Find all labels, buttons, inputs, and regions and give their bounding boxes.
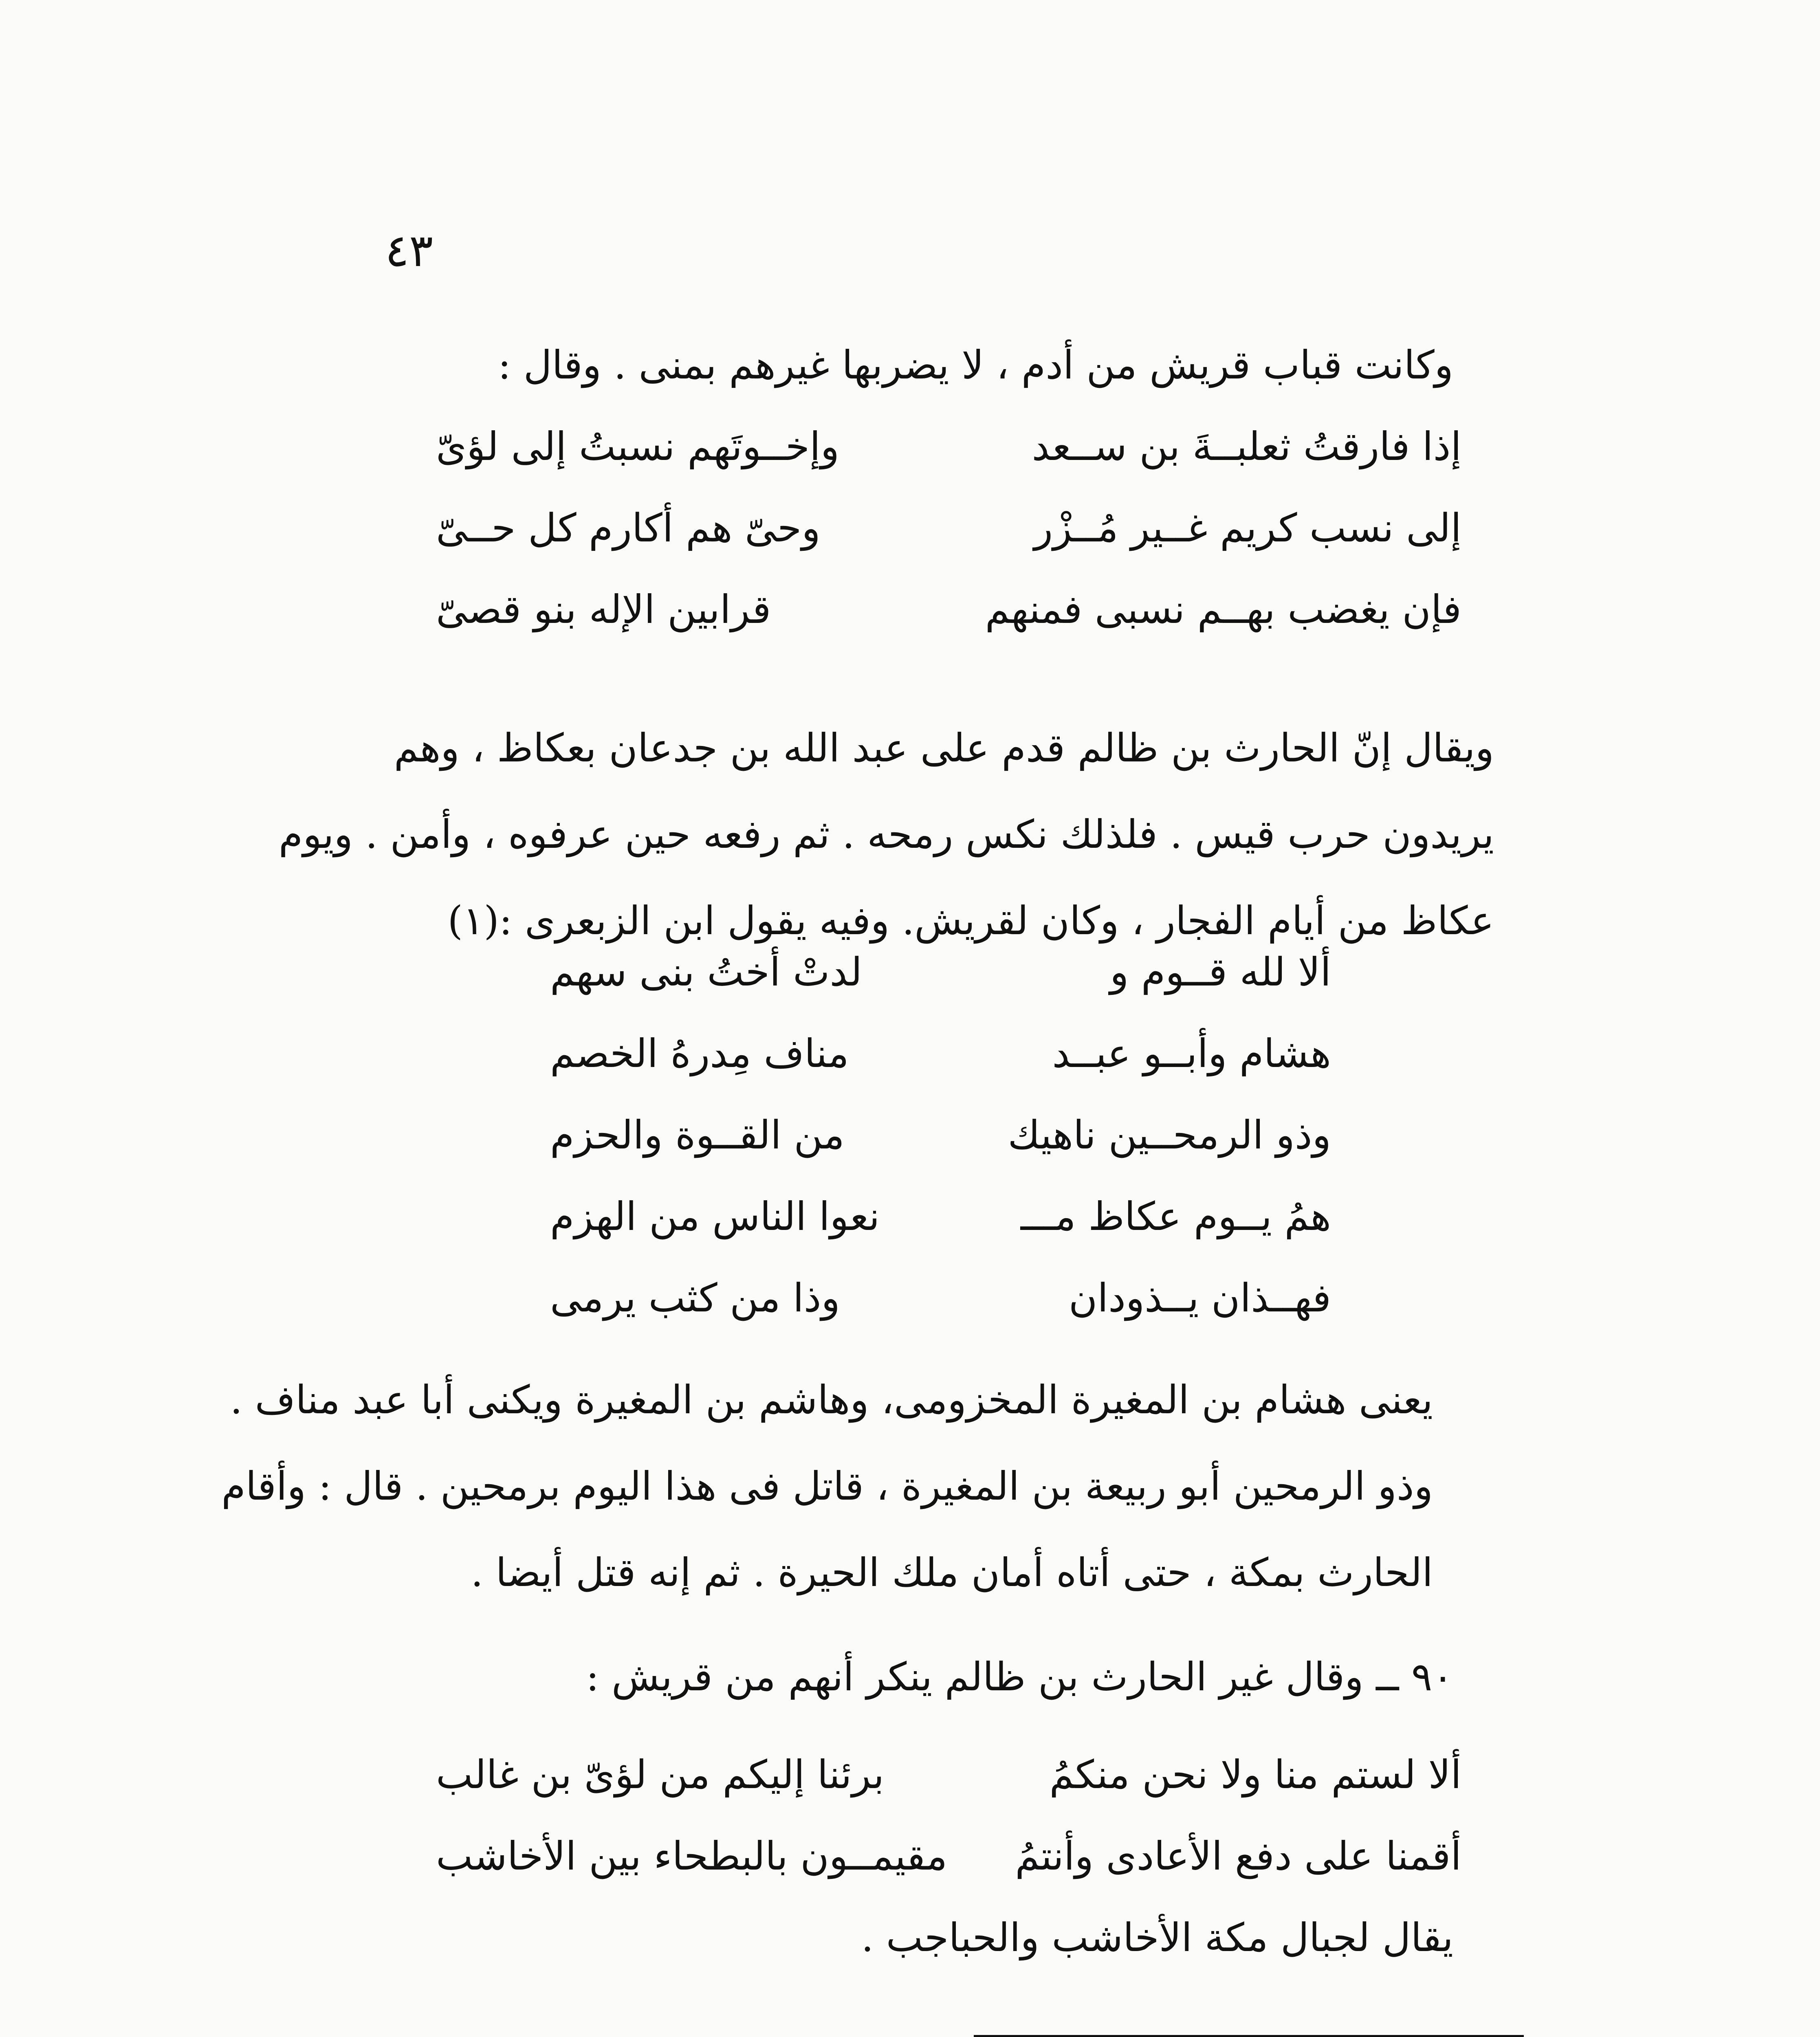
verse (550, 1275, 1331, 1357)
hemistich-first: ألا لستم منا ولا نحن منكمُ (1049, 1752, 1461, 1797)
hemistich-second: مناف مِدرهُ الخصم (550, 1031, 849, 1076)
hemistich-second: مقيمــون بالبطحاء بين الأخاشب (436, 1833, 948, 1879)
verse (550, 1194, 1331, 1275)
verse (436, 505, 1461, 587)
intro-paragraph (374, 322, 1453, 408)
hemistich-second: وذا من كثب يرمى (550, 1275, 840, 1321)
verse (550, 1031, 1331, 1112)
hemistich-second: من القــوة والحزم (550, 1112, 845, 1158)
poem-block-2 (550, 949, 1331, 1357)
footnote-divider (974, 2035, 1524, 2037)
text-line: وكانت قباب قريش من أدم ، لا يضربها غيرهم بمنى . وقال : (497, 342, 1453, 388)
hemistich-first: هشام وأبــو عبــد (1052, 1031, 1331, 1076)
closing-paragraph (394, 1894, 1453, 1981)
text-line: يريدون حرب قيس . فلذلك نكس رمحه . ثم رفعه حين عرفوه ، وأمن . ويوم (278, 812, 1494, 857)
text-line: عكاظ من أيام الفجار ، وكان لقريش. وفيه يقول ابن الزبعرى :(١) (447, 898, 1494, 944)
verse (436, 587, 1461, 668)
hemistich-first: وذو الرمحــين ناهيك (1008, 1112, 1331, 1158)
verse (436, 1752, 1461, 1833)
verse (550, 949, 1331, 1031)
hemistich-first: فإن يغضب بهــم نسبى فمنهم (985, 587, 1461, 632)
hemistich-second: وإخــوتَهم نسبتُ إلى لؤىّ (436, 424, 840, 469)
text-line: يعنى هشام بن المغيرة المخزومى، وهاشم بن المغيرة ويكنى أبا عبد مناف . (230, 1377, 1433, 1423)
narrative-paragraph (278, 705, 1494, 964)
numbered-paragraph (394, 1634, 1453, 1720)
hemistich-first: أقمنا على دفع الأعادى وأنتمُ (1015, 1833, 1461, 1879)
hemistich-first: فهــذان يــذودان (1068, 1275, 1331, 1321)
hemistich-second: برئنا إليكم من لؤىّ بن غالب (436, 1752, 885, 1797)
text-line: ويقال إنّ الحارث بن ظالم قدم على عبد الله بن جدعان بعكاظ ، وهم (394, 725, 1494, 771)
hemistich-first: إذا فارقتُ ثعلبــةَ بن ســعد (1032, 424, 1461, 469)
hemistich-first: ألا لله قــوم و (1110, 949, 1331, 995)
hemistich-second: نعوا الناس من الهزم (550, 1194, 880, 1239)
verse (550, 1112, 1331, 1194)
hemistich-first: إلى نسب كريم غــير مُــزْر (1034, 505, 1461, 551)
text-line: وذو الرمحين أبو ربيعة بن المغيرة ، قاتل فى هذا اليوم برمحين . قال : وأقام (221, 1463, 1433, 1509)
commentary-paragraph (221, 1357, 1433, 1616)
verse (436, 424, 1461, 505)
text-line: الحارث بمكة ، حتى أتاه أمان ملك الحيرة . ثم إنه قتل أيضا . (471, 1550, 1433, 1595)
hemistich-first: همُ يــوم عكاظ مـــ (1020, 1194, 1331, 1239)
hemistich-second: قرابين الإله بنو قصىّ (436, 587, 771, 632)
text-line: يقال لجبال مكة الأخاشب والحباجب . (861, 1915, 1453, 1960)
page-number: ٤٣ (385, 224, 434, 277)
poem-block-3 (436, 1752, 1461, 1915)
text-line: ٩٠ ــ وقال غير الحارث بن ظالم ينكر أنهم من قريش : (586, 1654, 1453, 1700)
hemistich-second: وحىّ هم أكارم كل حــىّ (436, 505, 821, 551)
poem-block-1 (436, 424, 1461, 668)
hemistich-second: لدتْ أختُ بنى سهم (550, 949, 863, 995)
